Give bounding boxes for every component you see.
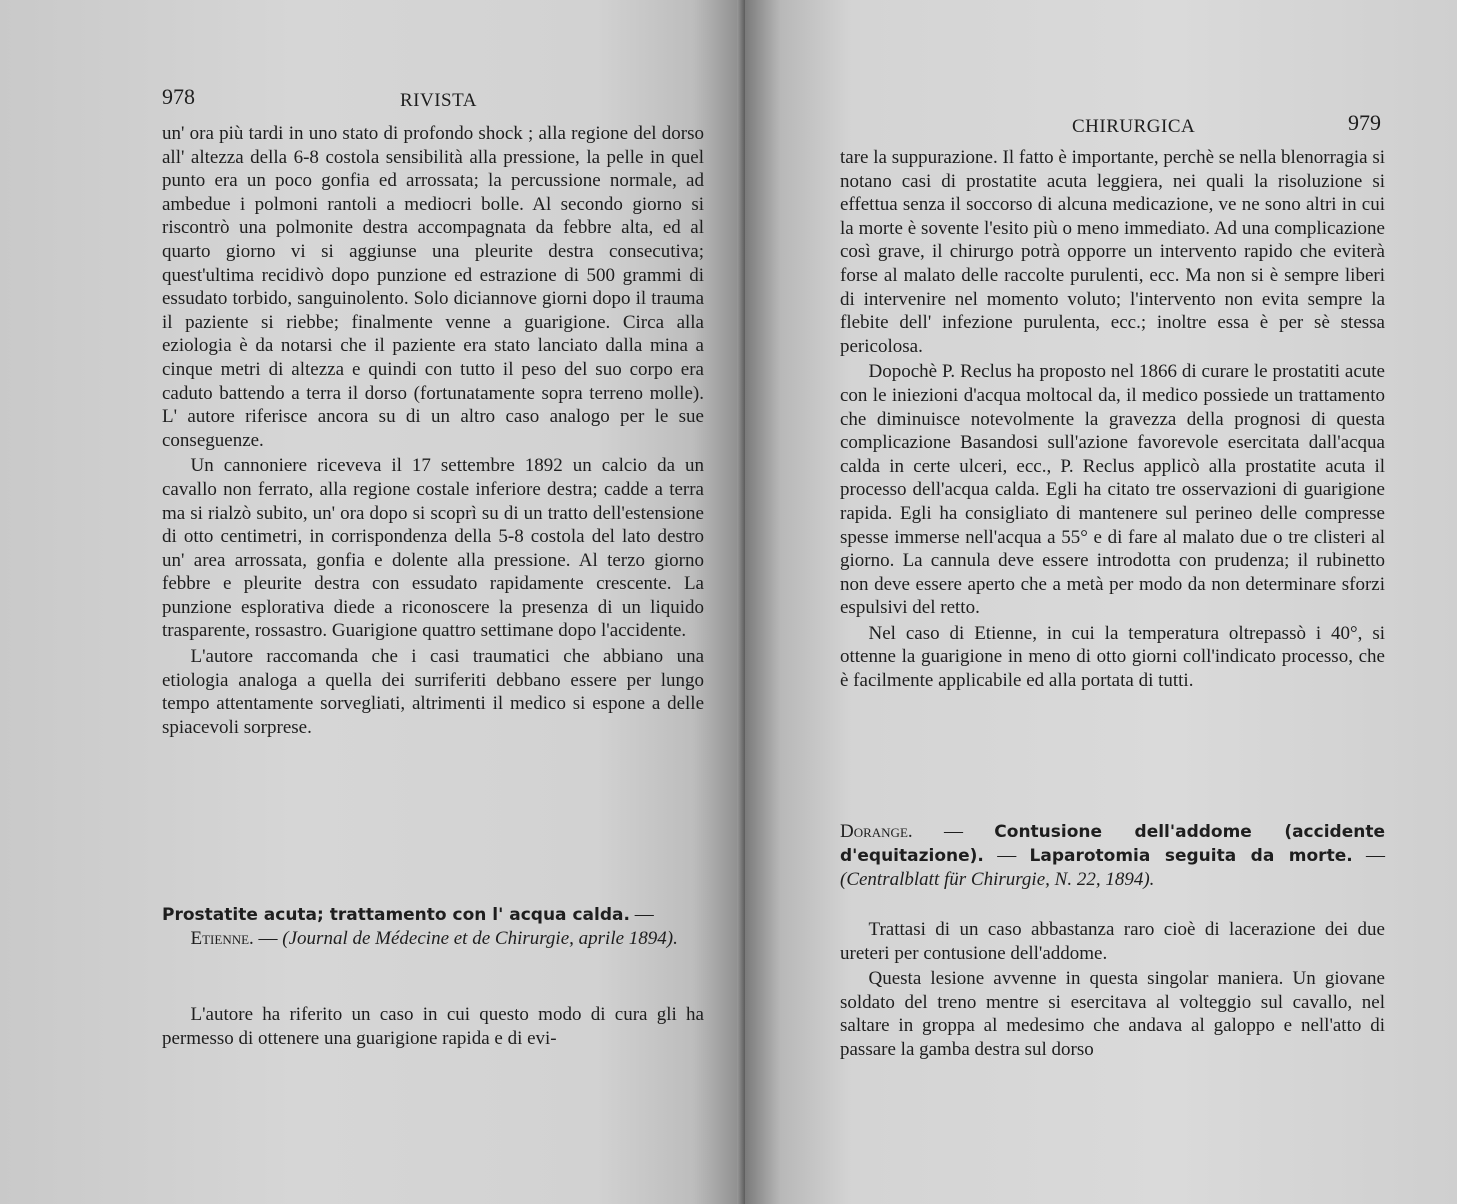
paragraph: tare la suppurazione. Il fatto è importante, perchè se nella blenorragia si notano casi di prostatite acuta leggiera, nei quali la risoluzione si effettua senza il soccorso di alcuna medicazione, ve ne sono altri in cui la morte è sovente l'esito più o meno immediato. Ad una complicazione così grave, il chirurgo potrà opporre un intervento rapido che eviterà forse al malato delle raccolte purulenti, ecc. Ma non si è sempre liberi di intervenire nel momento voluto; l'intervento non evita sempre la flebite dell' infezione purulenta, ecc.; inoltre essa è per sè stessa pericolosa. [840, 147, 1385, 357]
running-head: RIVISTA [400, 90, 477, 111]
page-number: 978 [162, 84, 195, 109]
article-subtitle: Laparotomia seguita da morte. [1029, 846, 1353, 866]
body-text [162, 122, 704, 739]
paragraph: Questa lesione avvenne in questa singolar maniera. Un giovane soldato del treno mentre si esercitava al volteggio sul cavallo, nel saltare in groppa al medesimo che andava al galoppo e nell'atto di passare la gamba destra sul dorso [840, 968, 1385, 1060]
article-heading: Prostatite acuta; trattamento con l' acqua calda. — Etienne. — (Journal de Médecine et de Chirurgie, aprile 1894). [162, 904, 678, 949]
article-body [162, 1003, 704, 1050]
paragraph: L'autore raccomanda che i casi traumatici che abbiano una etiologia analoga a quella dei surriferiti debbano essere per lungo tempo attentamente sorvegliati, altrimenti il medico si espone a delle spiacevoli sorprese. [162, 646, 704, 738]
body-text [840, 146, 1385, 693]
paragraph: Trattasi di un caso abbastanza raro cioè di lacerazione dei due ureteri per contusione dell'addome. [840, 919, 1385, 964]
article-heading: Dorange. — Contusione dell'addome (accidente d'equitazione). — Laparotomia seguita da morte. — (Centralblatt für Chirurgie, N. 22, 1894). [840, 821, 1386, 890]
article-source: (Centralblatt für Chirurgie, N. 22, 1894). [840, 869, 1155, 890]
article-author: Dorange. [840, 821, 913, 842]
article-body [840, 918, 1385, 1062]
paragraph: un' ora più tardi in uno stato di profondo shock ; alla regione del dorso all' altezza della 6-8 costola sensibilità alla pressione, la pelle in quel punto era un poco gonfia ed arrossata; la percussione normale, ad ambedue i polmoni rantoli a mediocri bolle. Al secondo giorno si riscontrò una polmonite destra accompagnata da febbre alta, ed al quarto giorno vi si aggiunse una pleurite destra consecutiva; quest'ultima recidivò dopo punzione ed estrazione di 500 grammi di essudato torbido, sanguinolento. Solo diciannove giorni dopo il trauma il paziente si riebbe; finalmente venne a guarigione. Circa alla eziologia è da notarsi che il paziente era stato lanciato dalla mina a cinque metri di altezza e quindi con tutto il peso del suo corpo era caduto battendo a terra il dorso (fortunatamente sopra terreno molle). L' autore riferisce ancora su di un altro caso analogo per le sue conseguenze. [162, 123, 704, 451]
paragraph: L'autore ha riferito un caso in cui questo modo di cura gli ha permesso di ottenere una guarigione rapida e di evi- [162, 1004, 704, 1049]
paragraph: Nel caso di Etienne, in cui la temperatura oltrepassò i 40°, si ottenne la guarigione in meno di otto giorni coll'indicato processo, che è facilmente applicabile ed alla portata di tutti. [840, 622, 1385, 692]
right-page [745, 0, 1457, 1204]
article-source: (Journal de Médecine et de Chirurgie, aprile 1894). [282, 928, 678, 949]
page-number: 979 [1348, 110, 1381, 135]
article-title: Prostatite acuta; trattamento con l' acqua calda. [162, 905, 630, 925]
paragraph: Un cannoniere riceveva il 17 settembre 1892 un calcio da un cavallo non ferrato, alla regione costale inferiore destra; cadde a terra ma si rialzò subito, un' ora dopo si scoprì su di un tratto dell'estensione di otto centimetri, in corrispondenza della 5-8 costola del lato destro un' area arrossata, gonfia e dolente alla pressione. Al terzo giorno febbre e pleurite destra con essudato rapidamente crescente. La punzione esplorativa diede a riconoscere la presenza di un liquido trasparente, rossastro. Guarigione quattro settimane dopo l'accidente. [162, 455, 704, 642]
article-title: Contusione dell'addome (accidente d'equitazione). [840, 822, 1385, 866]
paragraph: Dopochè P. Reclus ha proposto nel 1866 di curare le prostatiti acute con le iniezioni d'acqua moltocal da, il medico possiede un trattamento che diminuisce notevolmente la gravezza della prognosi di questa complicazione Basandosi sull'azione favorevole esercitata dall'acqua calda in certe ulceri, ecc., P. Reclus applicò alla prostatite acuta il processo dell'acqua calda. Egli ha citato tre osservazioni di guarigione rapida. Egli ha consigliato di mantenere sul perineo delle compresse spesse immerse nell'acqua a 55° e di fare al malato due o tre clisteri al giorno. La cannula deve essere introdotta con prudenza; il rubinetto non deve essere aperto che a metà per modo da non determinare sforzi espulsivi del retto. [840, 361, 1385, 619]
running-head: CHIRURGICA [1072, 116, 1196, 137]
article-author: Etienne. [190, 928, 254, 949]
